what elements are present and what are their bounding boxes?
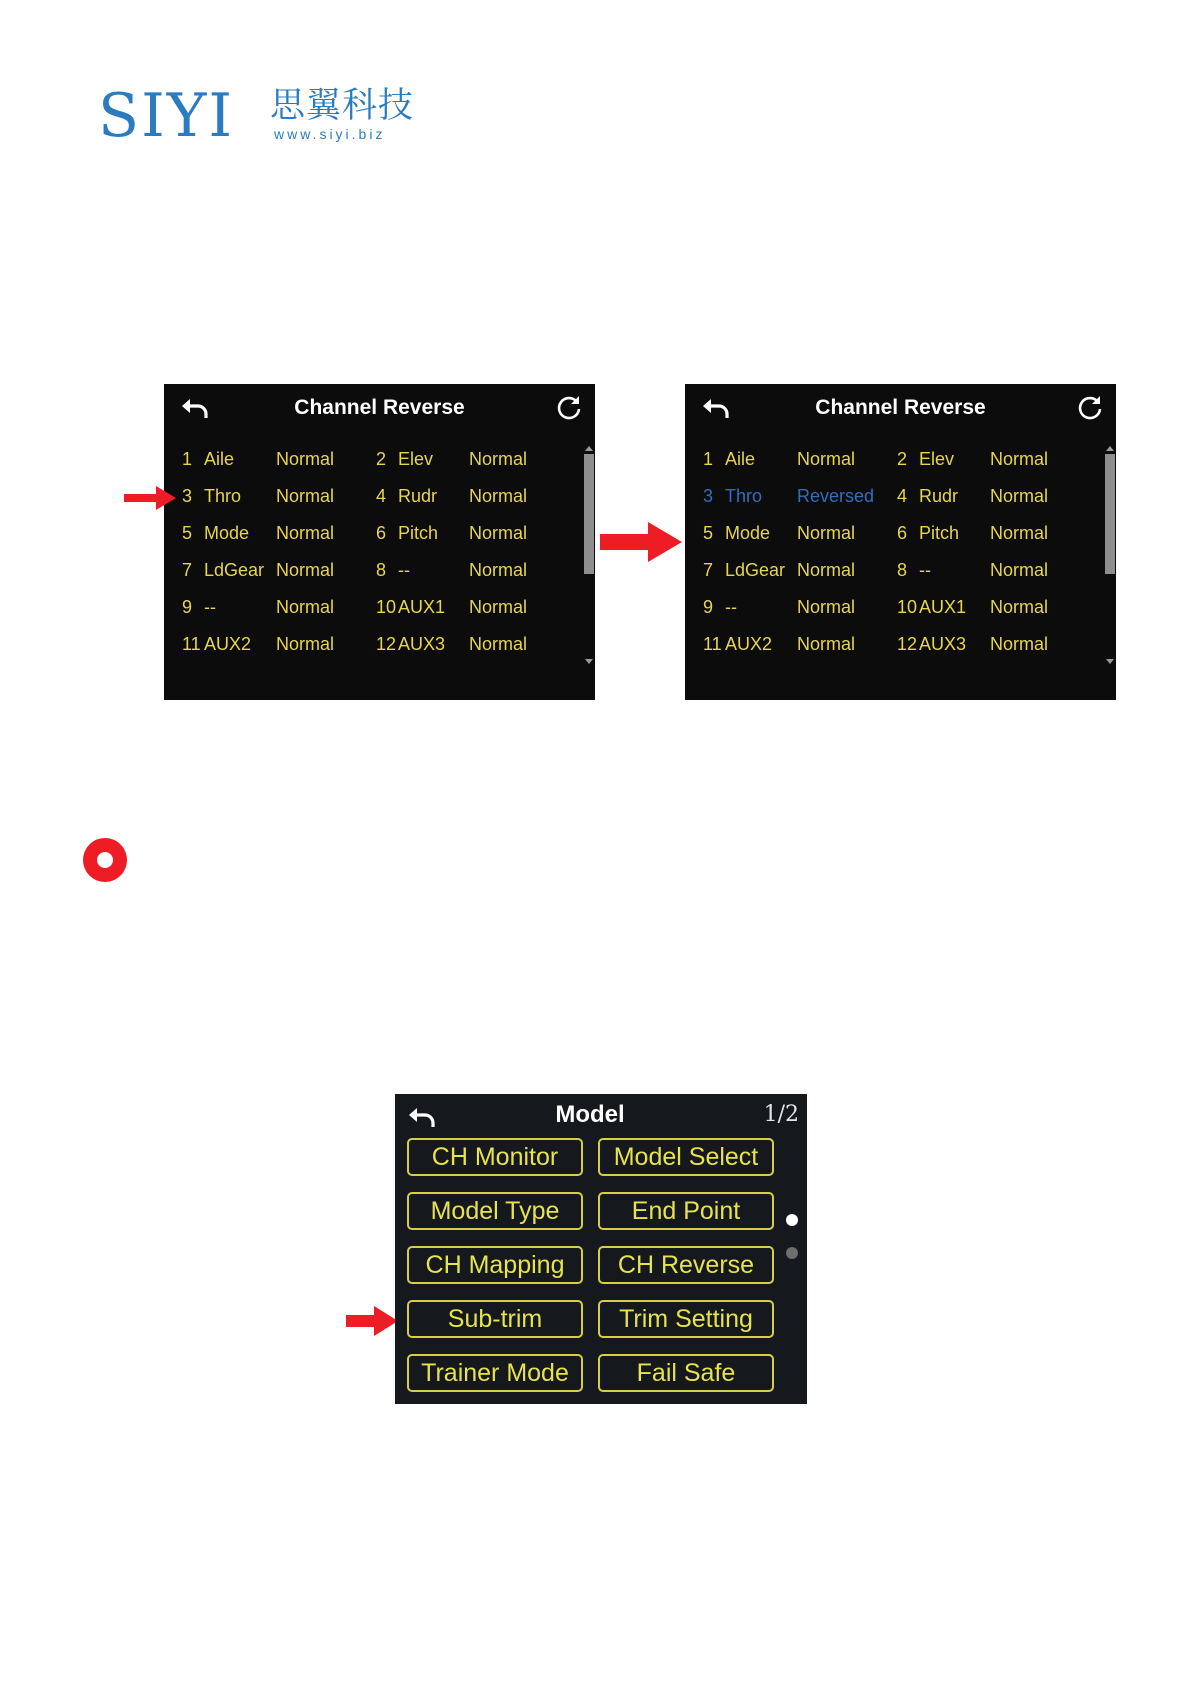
channel-name: LdGear — [204, 560, 265, 580]
scroll-up-icon[interactable] — [1106, 446, 1114, 451]
channel-status[interactable]: Normal — [797, 560, 856, 580]
channel-status[interactable]: Normal — [469, 523, 528, 543]
channel-status[interactable]: Normal — [797, 634, 856, 654]
channel-reverse-screen-before — [164, 384, 595, 700]
channel-name: -- — [725, 597, 737, 617]
channel-number: 7 — [703, 560, 714, 580]
channel-number: 7 — [182, 560, 193, 580]
channel-row-selected[interactable] — [685, 481, 1085, 511]
channel-status[interactable]: Normal — [990, 523, 1049, 543]
red-pointer-arrow-icon — [124, 486, 176, 510]
channel-status[interactable]: Normal — [469, 560, 528, 580]
channel-name: Pitch — [398, 523, 439, 543]
channel-status[interactable]: Normal — [276, 560, 335, 580]
channel-number: 2 — [897, 449, 908, 469]
logo-chinese-text: 思翼科技 — [270, 86, 415, 126]
scrollbar[interactable] — [1105, 446, 1115, 660]
channel-status[interactable]: Normal — [276, 449, 335, 469]
sub-trim-button[interactable]: Sub-trim — [407, 1300, 583, 1338]
channel-name: Mode — [725, 523, 771, 543]
channel-number: 10 — [376, 597, 397, 617]
channel-name: AUX1 — [919, 597, 967, 617]
channel-name: AUX3 — [398, 634, 446, 654]
refresh-icon[interactable] — [555, 393, 583, 421]
channel-row[interactable] — [164, 555, 564, 585]
scrollbar-thumb[interactable] — [1105, 454, 1115, 574]
channel-status[interactable]: Normal — [990, 486, 1049, 506]
channel-name: Mode — [204, 523, 250, 543]
channel-row[interactable] — [685, 592, 1085, 622]
channel-number: 4 — [897, 486, 908, 506]
channel-row[interactable] — [685, 518, 1085, 548]
trim-setting-button[interactable]: Trim Setting — [598, 1300, 774, 1338]
channel-status[interactable]: Normal — [469, 449, 528, 469]
channel-row[interactable] — [685, 444, 1085, 474]
channel-name: AUX1 — [398, 597, 446, 617]
model-type-button[interactable]: Model Type — [407, 1192, 583, 1230]
channel-name: -- — [398, 560, 410, 580]
red-pointer-arrow-icon — [346, 1306, 398, 1336]
page-indicator: 1/2 — [763, 1102, 799, 1127]
scrollbar-thumb[interactable] — [584, 454, 594, 574]
page-dot-inactive[interactable] — [786, 1247, 798, 1259]
ch-monitor-button[interactable]: CH Monitor — [407, 1138, 583, 1176]
channel-status[interactable]: Normal — [797, 523, 856, 543]
page-dot-active[interactable] — [786, 1214, 798, 1226]
channel-number: 2 — [376, 449, 387, 469]
model-menu-screen — [395, 1094, 807, 1404]
channel-row[interactable] — [164, 518, 564, 548]
channel-row[interactable] — [685, 629, 1085, 659]
channel-number: 4 — [376, 486, 387, 506]
channel-name: Thro — [204, 486, 242, 506]
channel-name: AUX3 — [919, 634, 967, 654]
fail-safe-button[interactable]: Fail Safe — [598, 1354, 774, 1392]
channel-status[interactable]: Normal — [469, 597, 528, 617]
screen-title: Channel Reverse — [294, 396, 465, 419]
scroll-down-icon[interactable] — [1106, 659, 1114, 664]
channel-name: LdGear — [725, 560, 786, 580]
channel-status[interactable]: Normal — [276, 523, 335, 543]
end-point-button[interactable]: End Point — [598, 1192, 774, 1230]
channel-status[interactable]: Normal — [276, 634, 335, 654]
channel-name: Rudr — [398, 486, 438, 506]
channel-number: 10 — [897, 597, 918, 617]
channel-reverse-screen-after — [685, 384, 1116, 700]
channel-number: 9 — [703, 597, 714, 617]
channel-name: Rudr — [919, 486, 959, 506]
logo-url-text: www.siyi.biz — [274, 126, 386, 142]
channel-name: AUX2 — [204, 634, 252, 654]
red-bullet-icon — [83, 838, 127, 882]
channel-status[interactable]: Normal — [990, 560, 1049, 580]
channel-name: -- — [204, 597, 216, 617]
channel-name: -- — [919, 560, 931, 580]
channel-status[interactable]: Reversed — [797, 486, 875, 506]
ch-reverse-button[interactable]: CH Reverse — [598, 1246, 774, 1284]
channel-number: 8 — [897, 560, 908, 580]
channel-number: 1 — [703, 449, 714, 469]
refresh-icon[interactable] — [1076, 393, 1104, 421]
scroll-up-icon[interactable] — [585, 446, 593, 451]
red-transition-arrow-icon — [600, 522, 682, 562]
channel-number: 12 — [376, 634, 397, 654]
channel-row[interactable] — [685, 555, 1085, 585]
channel-name: Thro — [725, 486, 763, 506]
channel-number: 5 — [703, 523, 714, 543]
channel-name: Pitch — [919, 523, 960, 543]
channel-status[interactable]: Normal — [276, 486, 335, 506]
channel-status[interactable]: Normal — [990, 449, 1049, 469]
scrollbar[interactable] — [584, 446, 594, 660]
channel-status[interactable]: Normal — [990, 634, 1049, 654]
channel-status[interactable]: Normal — [990, 597, 1049, 617]
channel-number: 9 — [182, 597, 193, 617]
screen-title: Channel Reverse — [815, 396, 986, 419]
ch-mapping-button[interactable]: CH Mapping — [407, 1246, 583, 1284]
channel-number: 5 — [182, 523, 193, 543]
channel-row[interactable] — [164, 481, 564, 511]
channel-name: Aile — [204, 449, 235, 469]
channel-number: 1 — [182, 449, 193, 469]
channel-status[interactable]: Normal — [276, 597, 335, 617]
logo-latin-text: SIYI — [98, 81, 235, 151]
channel-name: Elev — [398, 449, 434, 469]
channel-row[interactable] — [164, 592, 564, 622]
channel-number: 8 — [376, 560, 387, 580]
channel-number: 11 — [703, 634, 722, 654]
channel-name: Elev — [919, 449, 955, 469]
model-select-button[interactable]: Model Select — [598, 1138, 774, 1176]
channel-name: AUX2 — [725, 634, 773, 654]
channel-number: 6 — [897, 523, 908, 543]
trainer-mode-button[interactable]: Trainer Mode — [407, 1354, 583, 1392]
channel-number: 3 — [703, 486, 714, 506]
channel-row[interactable] — [164, 629, 564, 659]
channel-status[interactable]: Normal — [797, 449, 856, 469]
channel-name: Aile — [725, 449, 756, 469]
siyi-logo — [98, 81, 428, 151]
scroll-down-icon[interactable] — [585, 659, 593, 664]
channel-number: 12 — [897, 634, 918, 654]
channel-row[interactable] — [164, 444, 564, 474]
channel-status[interactable]: Normal — [469, 486, 528, 506]
screen-title: Model — [555, 1101, 625, 1128]
channel-number: 11 — [182, 634, 201, 654]
channel-status[interactable]: Normal — [469, 634, 528, 654]
channel-number: 3 — [182, 486, 193, 506]
channel-status[interactable]: Normal — [797, 597, 856, 617]
channel-number: 6 — [376, 523, 387, 543]
